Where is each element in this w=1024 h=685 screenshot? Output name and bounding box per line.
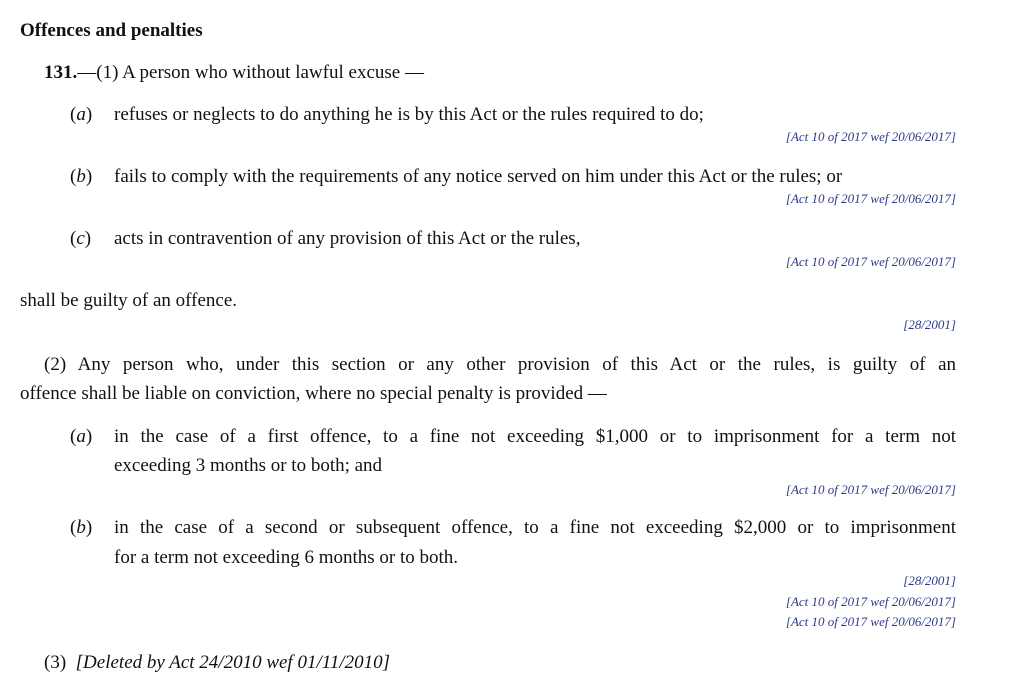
subsection-2-line-1: (2) Any person who, under this section or any other provision of this Act or the rules, is guilty of an bbox=[44, 354, 956, 375]
amendment-note-1b: [Act 10 of 2017 wef 20/06/2017] bbox=[785, 191, 956, 206]
subsection-2-line-2: offence shall be liable on conviction, where no special penalty is provided — bbox=[20, 383, 607, 404]
subsection-3-deleted-note: [Deleted by Act 24/2010 wef 01/11/2010] bbox=[75, 652, 390, 673]
item-1a-text: refuses or neglects to do anything he is by this Act or the rules required to do; bbox=[114, 104, 704, 125]
subsection-3-line bbox=[44, 653, 390, 672]
section-heading: Offences and penalties bbox=[20, 20, 203, 41]
subsection-3-label: (3) bbox=[44, 652, 67, 673]
amendment-note-1-conclusion: [28/2001] bbox=[903, 317, 956, 332]
item-1c-text: acts in contravention of any provision of this Act or the rules, bbox=[114, 228, 581, 249]
amendment-note-2b-1: [28/2001] bbox=[903, 573, 956, 588]
subsection-1-conclusion: shall be guilty of an offence. bbox=[20, 290, 238, 311]
item-2b-line-1: in the case of a second or subsequent offence, to a fine not exceeding $2,000 or to imprisonment bbox=[114, 517, 956, 538]
subsection-1-intro-line bbox=[44, 63, 424, 82]
amendment-note-2b-3: [Act 10 of 2017 wef 20/06/2017] bbox=[785, 614, 956, 629]
subsection-1-intro: A person who without lawful excuse — bbox=[122, 62, 424, 83]
item-1b-label: (b) bbox=[70, 166, 93, 187]
section-number: 131. bbox=[44, 62, 78, 83]
item-1a-label: (a) bbox=[70, 104, 93, 125]
item-2a-line-1: in the case of a first offence, to a fine not exceeding $1,000 or to imprisonment for a term not bbox=[114, 426, 956, 447]
amendment-note-2a: [Act 10 of 2017 wef 20/06/2017] bbox=[785, 482, 956, 497]
item-2b-label: (b) bbox=[70, 517, 93, 538]
item-2b-line-2: for a term not exceeding 6 months or to both. bbox=[114, 547, 459, 568]
subsection-1-label: —(1) bbox=[77, 62, 119, 83]
item-2a-label: (a) bbox=[70, 426, 93, 447]
amendment-note-2b-2: [Act 10 of 2017 wef 20/06/2017] bbox=[785, 594, 956, 609]
amendment-note-1a: [Act 10 of 2017 wef 20/06/2017] bbox=[785, 129, 956, 144]
item-1b-text: fails to comply with the requirements of any notice served on him under this Act or the rules; or bbox=[114, 166, 843, 187]
item-2a-line-2: exceeding 3 months or to both; and bbox=[114, 455, 383, 476]
amendment-note-1c: [Act 10 of 2017 wef 20/06/2017] bbox=[785, 254, 956, 269]
item-1c-label: (c) bbox=[70, 228, 92, 249]
